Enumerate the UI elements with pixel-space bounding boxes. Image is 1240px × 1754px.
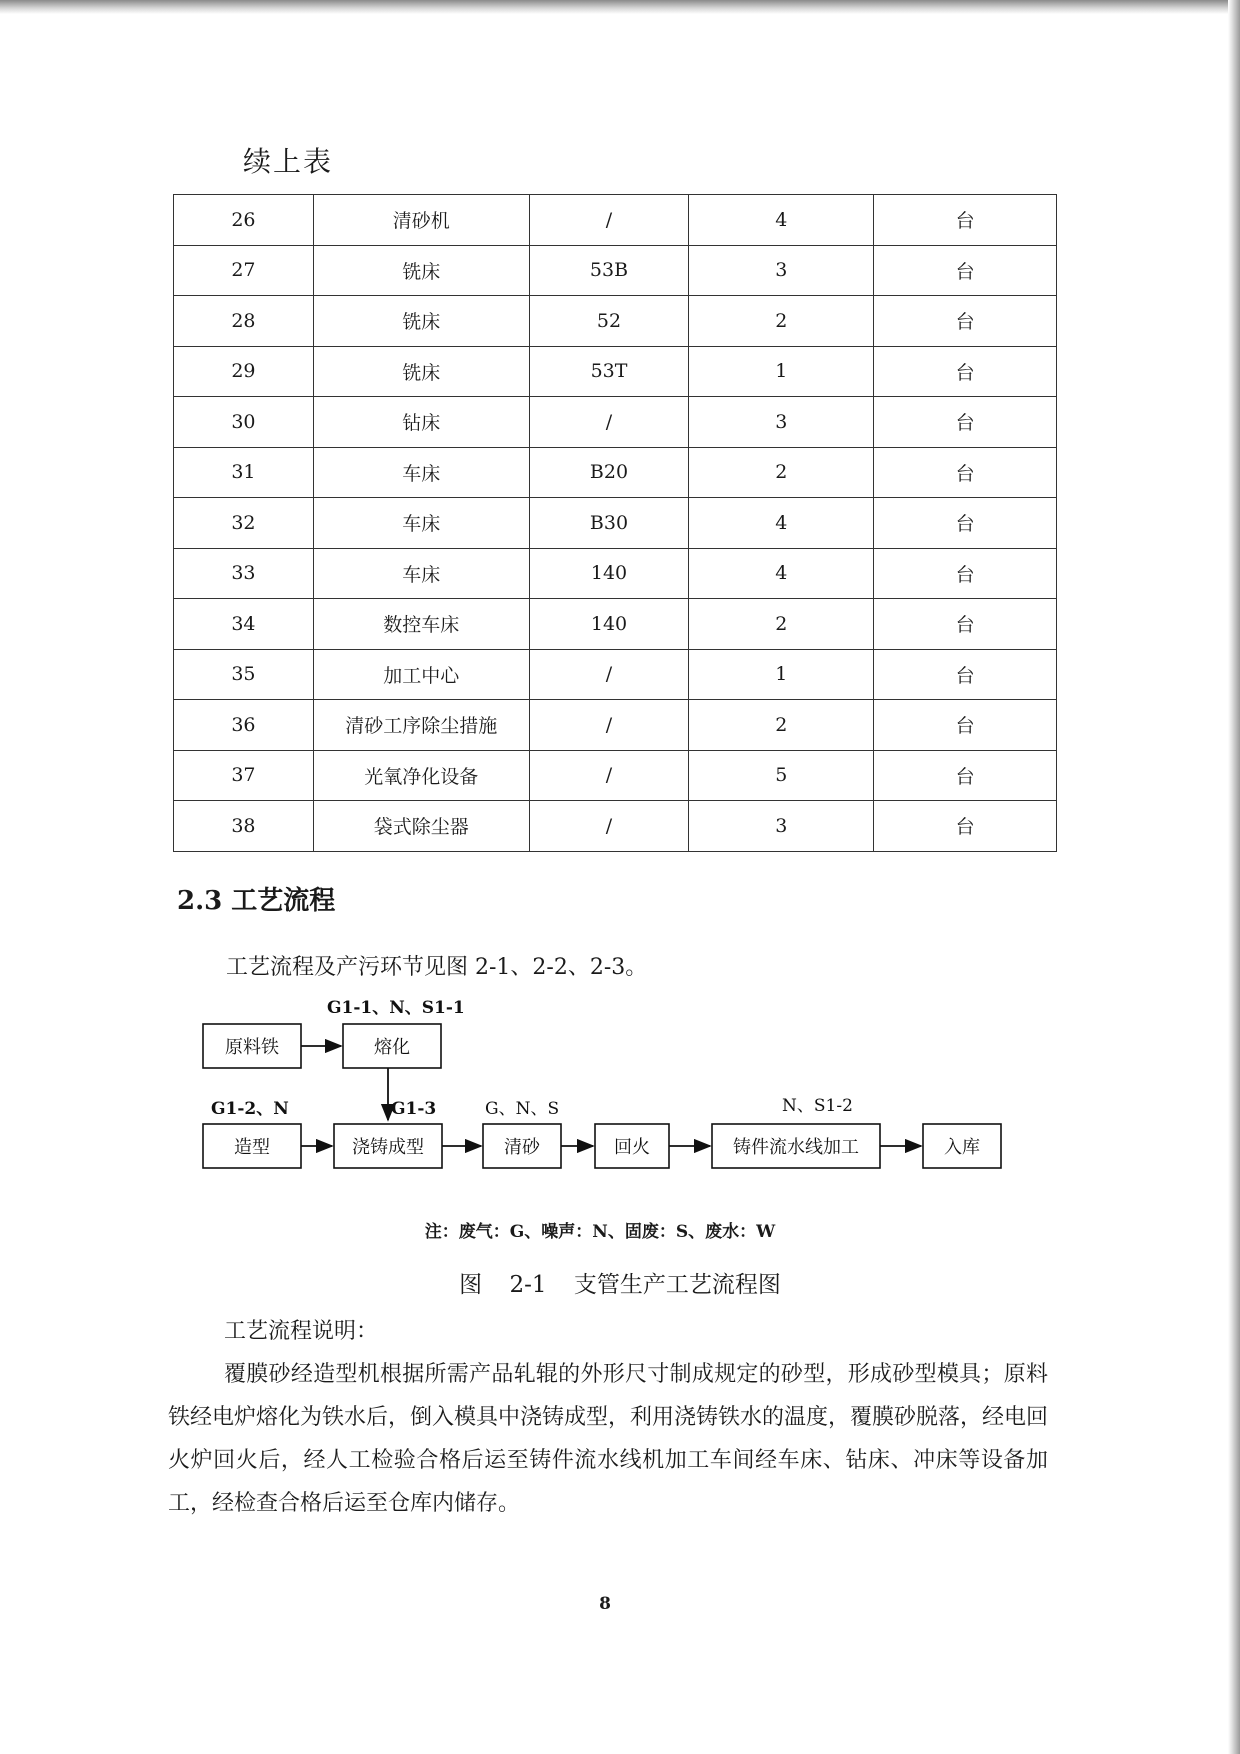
warehouse-label: 入库 (944, 1137, 980, 1158)
table-row (174, 599, 1057, 650)
quantity-cell: 1 (689, 346, 874, 397)
processing-emission-label: N、S1-2 (782, 1096, 853, 1116)
line-processing-label: 铸件流水线加工 (733, 1137, 859, 1158)
table-row (174, 346, 1057, 397)
model-cell: / (529, 801, 689, 852)
unit-cell: 台 (874, 599, 1057, 650)
scan-edge-right (1228, 0, 1240, 1754)
unit-cell: 台 (874, 750, 1057, 801)
molding-emission-label: G1-2、N (211, 1099, 289, 1119)
sand-cleaning-label: 清砂 (504, 1137, 540, 1158)
model-cell: 140 (529, 548, 689, 599)
quantity-cell: 2 (689, 447, 874, 498)
equipment-name-cell: 铣床 (313, 346, 529, 397)
serial-cell: 29 (174, 346, 314, 397)
quantity-cell: 3 (689, 245, 874, 296)
quantity-cell: 4 (689, 548, 874, 599)
serial-cell: 33 (174, 548, 314, 599)
equipment-name-cell: 铣床 (313, 245, 529, 296)
table-row (174, 649, 1057, 700)
equipment-name-cell: 清砂工序除尘措施 (313, 700, 529, 751)
scan-edge-top (0, 0, 1240, 14)
table-row (174, 750, 1057, 801)
tempering-label: 回火 (614, 1137, 650, 1158)
quantity-cell: 2 (689, 700, 874, 751)
serial-cell: 36 (174, 700, 314, 751)
unit-cell: 台 (874, 801, 1057, 852)
raw-iron-label: 原料铁 (225, 1037, 279, 1058)
equipment-name-cell: 车床 (313, 498, 529, 549)
unit-cell: 台 (874, 296, 1057, 347)
model-cell: / (529, 700, 689, 751)
unit-cell: 台 (874, 195, 1057, 246)
serial-cell: 32 (174, 498, 314, 549)
serial-cell: 30 (174, 397, 314, 448)
serial-cell: 27 (174, 245, 314, 296)
equipment-name-cell: 钻床 (313, 397, 529, 448)
equipment-name-cell: 铣床 (313, 296, 529, 347)
model-cell: B30 (529, 498, 689, 549)
table-row (174, 296, 1057, 347)
equipment-table-body (174, 195, 1057, 852)
equipment-name-cell: 数控车床 (313, 599, 529, 650)
table-row (174, 397, 1057, 448)
table-row (174, 548, 1057, 599)
model-cell: 53B (529, 245, 689, 296)
quantity-cell: 5 (689, 750, 874, 801)
unit-cell: 台 (874, 447, 1057, 498)
process-flow-diagram (195, 996, 1015, 1196)
equipment-name-cell: 清砂机 (313, 195, 529, 246)
molding-label: 造型 (234, 1137, 270, 1158)
unit-cell: 台 (874, 346, 1057, 397)
melting-emission-label: G1-1、N、S1-1 (327, 998, 465, 1018)
model-cell: 53T (529, 346, 689, 397)
table-row (174, 498, 1057, 549)
legend-note: 注：废气：G、噪声：N、固废：S、废水：W (424, 1222, 776, 1242)
model-cell: / (529, 195, 689, 246)
serial-cell: 31 (174, 447, 314, 498)
unit-cell: 台 (874, 498, 1057, 549)
explain-paragraph: 覆膜砂经造型机根据所需产品轧辊的外形尺寸制成规定的砂型，形成砂型模具；原料铁经电炉熔化为铁水后，倒入模具中浇铸成型，利用浇铸铁水的温度，覆膜砂脱落，经电回火炉回火后，经人工检验合格后运至铸件流水线机加工车间经车床、钻床、冲床等设备加工，经检查合格后运至仓库内储存。 (168, 1362, 1049, 1516)
unit-cell: 台 (874, 700, 1057, 751)
unit-cell: 台 (874, 245, 1057, 296)
quantity-cell: 1 (689, 649, 874, 700)
sand-emission-label: G、N、S (485, 1099, 560, 1119)
equipment-name-cell: 车床 (313, 548, 529, 599)
equipment-name-cell: 车床 (313, 447, 529, 498)
unit-cell: 台 (874, 548, 1057, 599)
table-row (174, 801, 1057, 852)
model-cell: B20 (529, 447, 689, 498)
quantity-cell: 3 (689, 397, 874, 448)
equipment-name-cell: 袋式除尘器 (313, 801, 529, 852)
section-title: 2.3 工艺流程 (177, 886, 336, 916)
figure-caption: 图 2-1 支管生产工艺流程图 (459, 1272, 781, 1298)
table-row (174, 195, 1057, 246)
model-cell: / (529, 397, 689, 448)
serial-cell: 26 (174, 195, 314, 246)
serial-cell: 38 (174, 801, 314, 852)
equipment-name-cell: 加工中心 (313, 649, 529, 700)
unit-cell: 台 (874, 397, 1057, 448)
table-row (174, 447, 1057, 498)
intro-paragraph: 工艺流程及产污环节见图 2-1、2-2、2-3。 (226, 955, 648, 980)
table-row (174, 700, 1057, 751)
quantity-cell: 2 (689, 296, 874, 347)
model-cell: 52 (529, 296, 689, 347)
model-cell: / (529, 750, 689, 801)
table-row (174, 245, 1057, 296)
serial-cell: 34 (174, 599, 314, 650)
quantity-cell: 3 (689, 801, 874, 852)
equipment-name-cell: 光氧净化设备 (313, 750, 529, 801)
serial-cell: 37 (174, 750, 314, 801)
quantity-cell: 4 (689, 195, 874, 246)
melting-label: 熔化 (374, 1037, 410, 1058)
model-cell: / (529, 649, 689, 700)
quantity-cell: 4 (689, 498, 874, 549)
quantity-cell: 2 (689, 599, 874, 650)
page-number: 8 (599, 1594, 611, 1614)
model-cell: 140 (529, 599, 689, 650)
serial-cell: 35 (174, 649, 314, 700)
explain-heading: 工艺流程说明： (224, 1319, 379, 1344)
equipment-table (173, 194, 1057, 852)
casting-emission-label: G1-3 (391, 1099, 437, 1119)
casting-label: 浇铸成型 (352, 1137, 424, 1158)
continued-label: 续上表 (243, 145, 334, 178)
serial-cell: 28 (174, 296, 314, 347)
unit-cell: 台 (874, 649, 1057, 700)
